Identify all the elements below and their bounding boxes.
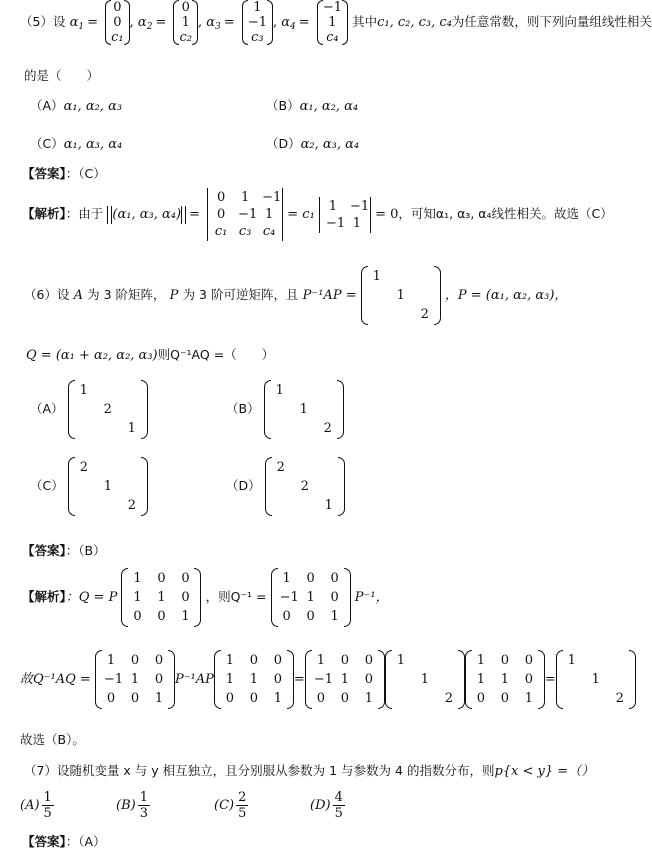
q6-number: （6）设	[24, 287, 70, 302]
q6-answer	[22, 541, 106, 559]
vector-alpha3: 1 −1 c₃	[242, 0, 273, 45]
q5-answer-value: ：（C）	[65, 166, 106, 181]
q7-option-b	[116, 790, 152, 821]
q7-option-a	[20, 790, 56, 821]
q5-option-a-text: α₁, α₂, α₃	[63, 99, 123, 114]
q6-derivation-matrix-8: 1 1 2	[556, 650, 636, 709]
q5-option-d-text: α₂, α₃, α₄	[300, 137, 360, 152]
q6-p-inv-ap: P⁻¹AP =	[302, 288, 357, 303]
q7-option-d-fraction: $\frac{4}{5}$	[334, 790, 343, 821]
q6-answer-label: 【答案】	[22, 543, 66, 558]
q7-option-b-fraction: $\frac{1}{3}$	[139, 790, 148, 821]
q7-option-a-fraction: $\frac{1}{5}$	[43, 790, 52, 821]
q7-option-d-label: (D)	[310, 798, 331, 813]
q6-analysis-q: ：Q = P	[65, 590, 118, 605]
q5-analysis-set: (α₁, α₃, α₄)	[112, 207, 182, 222]
q6-option-d-matrix: 2 2 1	[265, 457, 345, 516]
q7-text: （7）设随机变量 x 与 y 相互独立，且分别服从参数为 1 与参数为 4 的指数分布，则	[24, 763, 495, 778]
alpha2-label: $\alpha_2$	[137, 15, 153, 32]
q5-condition-suffix: 为任意常数，则下列向量组线性相关	[451, 14, 652, 29]
q5-option-a-label: （A）	[30, 98, 64, 113]
q6-p-definition: ，P = (α₁, α₂, α₃)，	[444, 288, 568, 303]
q6-analysis-label: 【解析】	[22, 589, 66, 604]
q7-option-a-label: (A)	[20, 798, 40, 813]
q5-stem-continued: 的是（ ）	[24, 68, 100, 83]
q5-stem: （5）设 $\alpha_1$ = 0 0 c₁ , $\alpha_2$ = 0 1 c₂ , $\alpha_3$ = 1 −1 c₃ , $\alpha_4$ = −1 1 c₄ 其中c₁, c₂, c₃, c₄为任意常数，则下列向量组线性相关	[20, 0, 652, 45]
q6-option-a	[30, 380, 148, 439]
alpha4-label: $\alpha_4$	[281, 15, 296, 32]
q6-option-a-label: （A）	[30, 401, 64, 416]
q6-option-d-label: （D）	[226, 478, 261, 493]
q5-option-a	[30, 96, 122, 114]
alpha3-label: $\alpha_3$	[206, 15, 221, 32]
q5-option-b	[266, 96, 358, 114]
q5-eq-c1: = c₁	[287, 207, 315, 222]
q7-option-c-label: (C)	[214, 798, 235, 813]
vector-alpha4: −1 1 c₄	[317, 0, 348, 45]
q5-option-d-label: （D）	[266, 136, 301, 151]
q6-analysis-matrix-1: 1 0 0 1 1 0 0 0 1	[121, 568, 201, 627]
q6-option-b-label: （B）	[226, 401, 260, 416]
q5-eq-zero: = 0	[375, 207, 399, 222]
q6-derivation	[20, 650, 636, 709]
q6-diag-matrix: 1 1 2	[361, 266, 441, 325]
q6-q-text: 则Q⁻¹AQ =（ ）	[157, 347, 275, 362]
q6-analysis	[22, 568, 389, 627]
q6-derivation-matrix-4: 1 0 0 1 1 0 0 0 1	[214, 650, 294, 709]
q6-conclusion: 故选（B）。	[20, 732, 85, 747]
q7-stem	[24, 760, 594, 779]
q6-option-d	[226, 457, 345, 516]
q6-answer-value: ：（B）	[65, 543, 106, 558]
q6-option-c-matrix: 2 1 2	[68, 457, 148, 516]
q5-condition-prefix: 其中	[352, 14, 378, 29]
q5-analysis-prefix: ：由于	[65, 206, 104, 221]
q6-text1: 为 3 阶矩阵，	[87, 287, 166, 302]
q5-option-c	[30, 134, 122, 152]
q7-probability: p{x < y} =（）	[494, 764, 595, 779]
q6-matrix-a: A	[73, 288, 83, 303]
q5-condition-vars: c₁, c₂, c₃, c₄	[377, 15, 452, 30]
q6-derivation-matrix-6: 1 1 2	[385, 650, 465, 709]
q6-option-c-label: （C）	[30, 478, 64, 493]
q5-option-c-text: α₁, α₃, α₄	[63, 137, 123, 152]
q6-so: 故Q⁻¹AQ =	[20, 672, 91, 687]
q6-option-a-matrix: 1 2 1	[68, 380, 148, 439]
q7-answer-value: ：（A）	[65, 834, 106, 849]
q5-abs-bar-right	[181, 206, 186, 224]
q5-option-c-label: （C）	[30, 136, 64, 151]
q5-option-b-label: （B）	[266, 98, 300, 113]
q6-q-definition: Q = (α₁ + α₂, α₂, α₃)	[26, 348, 158, 363]
vector-alpha1: 0 0 c₁	[105, 0, 130, 45]
q6-option-c	[30, 457, 148, 516]
q6-p-inverse: P⁻¹，	[354, 590, 389, 605]
q7-answer-label: 【答案】	[22, 834, 66, 849]
q6-stem	[24, 266, 567, 325]
q7-option-d	[310, 790, 347, 821]
q5-option-d	[266, 134, 359, 152]
vector-alpha2: 0 1 c₂	[173, 0, 198, 45]
q6-eq-2: =	[544, 672, 556, 687]
q5-analysis-label: 【解析】	[22, 206, 66, 221]
q5-analysis: 【解析】：由于 (α₁, α₃, α₄) = 0 1 −1 0 −1 1 c₁ c₃ c₄ = c₁ 1 −1 −1 1 = 0，可知α₁, α₃, α₄线性相关。故选（C）	[22, 190, 613, 239]
q6-eq-1: =	[293, 672, 305, 687]
q7-option-c	[214, 790, 250, 821]
q7-option-c-fraction: $\frac{2}{5}$	[238, 790, 247, 821]
q5-answer	[22, 164, 106, 182]
q6-option-b-matrix: 1 1 2	[264, 380, 344, 439]
q6-derivation-matrix-5: 1 0 0 −1 1 0 0 0 1	[305, 650, 385, 709]
q6-text2: 为 3 阶可逆矩阵，且	[182, 287, 299, 302]
q6-derivation-matrix-3: 1 0 0 −1 1 0 0 0 1	[95, 650, 175, 709]
q5-number: （5）设	[20, 14, 66, 29]
q6-then: ，则Q⁻¹ =	[205, 589, 267, 604]
q5-determinant-2x2: 1 −1 −1 1	[319, 197, 371, 233]
q5-option-b-text: α₁, α₂, α₄	[299, 99, 359, 114]
q6-option-b	[226, 380, 344, 439]
q6-p-inv-ap-term: P⁻¹AP	[174, 672, 214, 687]
q5-determinant-3x3: 0 1 −1 0 −1 1 c₁ c₃ c₄	[207, 188, 283, 241]
q5-analysis-suffix: ，可知α₁, α₃, α₄线性相关。故选（C）	[398, 206, 613, 221]
q6-analysis-matrix-2: 1 0 0 −1 1 0 0 0 1	[271, 568, 351, 627]
q5-answer-label: 【答案】	[22, 166, 66, 181]
q6-matrix-p: P	[169, 288, 179, 303]
alpha1-label: $\alpha_1$	[69, 15, 85, 32]
q7-answer	[22, 832, 106, 850]
q6-q-definition-line	[26, 345, 274, 363]
q7-option-b-label: (B)	[116, 798, 136, 813]
q6-derivation-matrix-7: 1 0 0 1 1 0 0 0 1	[465, 650, 545, 709]
